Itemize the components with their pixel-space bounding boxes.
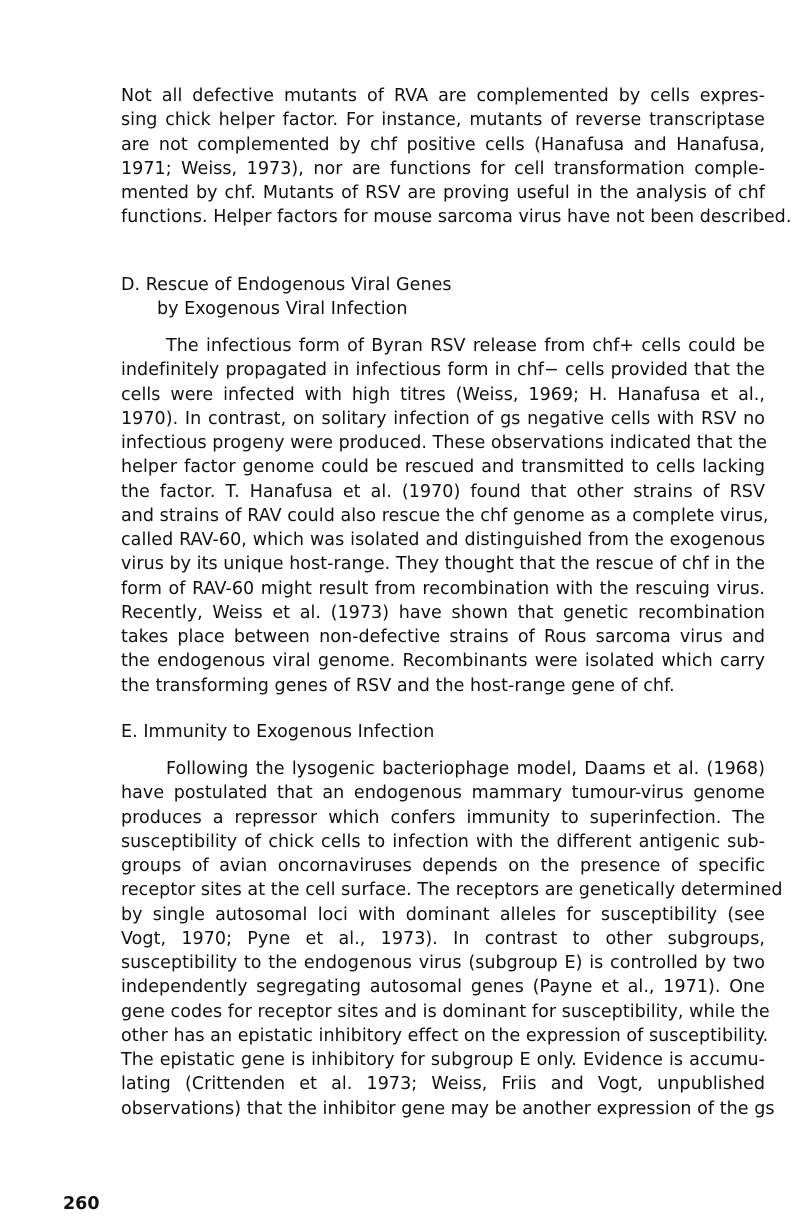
text-line: 1970). In contrast, on solitary infection of gs negative cells with RSV no bbox=[121, 408, 765, 429]
text-line: helper factor genome could be rescued and transmitted to cells lacking bbox=[121, 457, 765, 478]
text-line: takes place between non-defective strains of Rous sarcoma virus and bbox=[121, 627, 765, 647]
heading-line: E. Immunity to Exogenous Infection bbox=[121, 722, 435, 742]
text-line: the transforming genes of RSV and the host-range gene of chf. bbox=[121, 675, 675, 696]
text-line: the endogenous viral genome. Recombinants were isolated which carry bbox=[121, 651, 765, 672]
text-line: other has an epistatic inhibitory effect on the expression of susceptibility. bbox=[121, 1025, 769, 1046]
text-line: infectious progeny were produced. These observations indicated that the bbox=[121, 433, 767, 453]
text-line: and strains of RAV could also rescue the chf genome as a complete virus, bbox=[121, 505, 769, 526]
paragraph-rescue bbox=[121, 334, 769, 698]
heading-line: D. Rescue of Endogenous Viral Genes bbox=[121, 275, 452, 295]
section-heading-d bbox=[121, 273, 765, 322]
text-line: called RAV-60, which was isolated and distinguished from the exogenous bbox=[121, 530, 765, 550]
paragraph-defective-mutants bbox=[121, 84, 792, 230]
text-line: produces a repressor which confers immunity to superinfection. The bbox=[121, 807, 765, 828]
text-line: The epistatic gene is inhibitory for subgroup E only. Evidence is accumu- bbox=[121, 1050, 765, 1070]
text-line: indefinitely propagated in infectious form in chf− cells provided that the bbox=[121, 360, 765, 381]
text-line: independently segregating autosomal genes (Payne et al., 1971). One bbox=[121, 977, 765, 998]
text-line: observations) that the inhibitor gene may be another expression of the gs bbox=[121, 1098, 775, 1119]
heading-line: by Exogenous Viral Infection bbox=[157, 299, 408, 320]
text-line: the factor. T. Hanafusa et al. (1970) found that other strains of RSV bbox=[121, 481, 765, 502]
text-line: Not all defective mutants of RVA are complemented by cells expres- bbox=[121, 86, 765, 106]
text-line: functions. Helper factors for mouse sarcoma virus have not been described. bbox=[121, 207, 792, 228]
text-line: virus by its unique host-range. They thought that the rescue of chf in the bbox=[121, 554, 766, 575]
text-line: have postulated that an endogenous mammary tumour-virus genome bbox=[121, 783, 765, 804]
text-line: are not complemented by chf positive cells (Hanafusa and Hanafusa, bbox=[121, 134, 765, 155]
text-line: gene codes for receptor sites and is dominant for susceptibility, while the bbox=[121, 1001, 770, 1022]
text-line: cells were infected with high titres (Weiss, 1969; H. Hanafusa et al., bbox=[121, 384, 765, 405]
section-heading-e bbox=[121, 720, 765, 744]
text-line: groups of avian oncornaviruses depends on the presence of specific bbox=[121, 856, 765, 876]
text-line: form of RAV-60 might result from recombination with the rescuing virus. bbox=[121, 578, 765, 599]
text-line: Vogt, 1970; Pyne et al., 1973). In contrast to other subgroups, bbox=[121, 928, 765, 949]
text-line: susceptibility of chick cells to infection with the different antigenic sub- bbox=[121, 831, 765, 852]
text-line: sing chick helper factor. For instance, mutants of reverse transcriptase bbox=[121, 110, 765, 131]
paragraph-immunity bbox=[121, 757, 783, 1121]
text-line: 1971; Weiss, 1973), nor are functions for cell transformation comple- bbox=[121, 158, 765, 179]
text-line: The infectious form of Byran RSV release from chf+ cells could be bbox=[166, 336, 765, 356]
text-line: by single autosomal loci with dominant alleles for susceptibility (see bbox=[121, 904, 765, 925]
text-line: lating (Crittenden et al. 1973; Weiss, Friis and Vogt, unpublished bbox=[121, 1074, 765, 1095]
text-line: Following the lysogenic bacteriophage model, Daams et al. (1968) bbox=[166, 759, 765, 779]
text-line: receptor sites at the cell surface. The receptors are genetically determined bbox=[121, 880, 783, 901]
text-line: mented by chf. Mutants of RSV are proving useful in the analysis of chf bbox=[121, 183, 765, 203]
page-number: 260 bbox=[63, 1194, 100, 1214]
text-line: Recently, Weiss et al. (1973) have shown that genetic recombination bbox=[121, 602, 765, 623]
text-line: susceptibility to the endogenous virus (subgroup E) is controlled by two bbox=[121, 953, 765, 973]
